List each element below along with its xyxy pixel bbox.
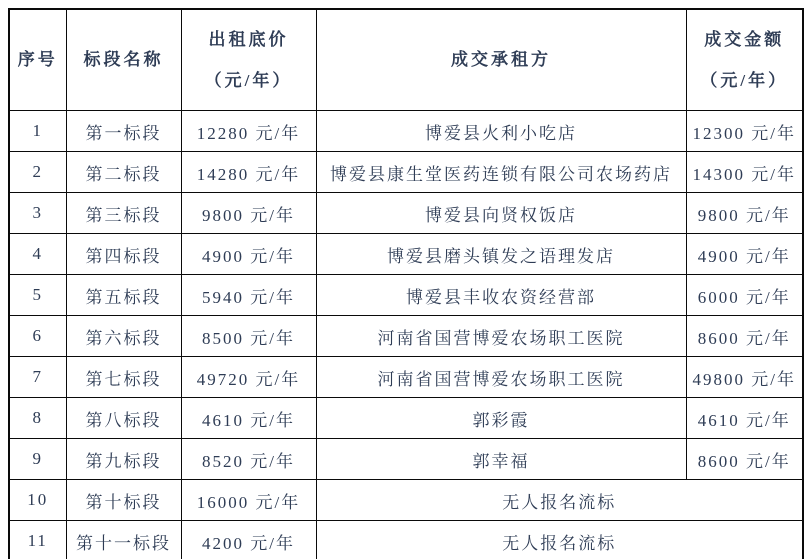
row-base-price-cell: 4610 元/年 bbox=[181, 398, 316, 439]
row-lessee-cell: 博爱县磨头镇发之语理发店 bbox=[316, 234, 686, 275]
col-header-lessee bbox=[316, 9, 686, 111]
header-line-gap bbox=[184, 53, 314, 67]
col-header-amount-unit: （元/年） bbox=[700, 71, 789, 90]
row-section-name-cell: 第十一标段 bbox=[66, 521, 181, 559]
row-base-price-cell: 16000 元/年 bbox=[181, 480, 316, 521]
table-row bbox=[9, 152, 803, 193]
row-base-price-cell: 4200 元/年 bbox=[181, 521, 316, 559]
col-header-section-name bbox=[66, 9, 181, 111]
row-serial-cell: 7 bbox=[9, 357, 66, 398]
row-lessee-cell: 博爱县向贤权饭店 bbox=[316, 193, 686, 234]
row-lessee-cell: 博爱县康生堂医药连锁有限公司农场药店 bbox=[316, 152, 686, 193]
row-amount-cell: 8600 元/年 bbox=[686, 439, 803, 480]
row-lessee-cell: 郭幸福 bbox=[316, 439, 686, 480]
table-row bbox=[9, 275, 803, 316]
col-header-amount-label: 成交金额 bbox=[704, 29, 785, 49]
row-serial-cell: 1 bbox=[9, 111, 66, 152]
row-amount-cell: 12300 元/年 bbox=[686, 111, 803, 152]
row-amount-cell: 8600 元/年 bbox=[686, 316, 803, 357]
table-row bbox=[9, 357, 803, 398]
col-header-section-name-label: 标段名称 bbox=[83, 50, 164, 70]
table-row bbox=[9, 193, 803, 234]
row-amount-cell: 9800 元/年 bbox=[686, 193, 803, 234]
header-row bbox=[9, 9, 803, 111]
row-section-name-cell: 第二标段 bbox=[66, 152, 181, 193]
col-header-serial-label: 序号 bbox=[17, 50, 58, 70]
row-base-price-cell: 8500 元/年 bbox=[181, 316, 316, 357]
row-section-name-cell: 第七标段 bbox=[66, 357, 181, 398]
col-header-base-price bbox=[181, 9, 316, 111]
row-serial-cell: 6 bbox=[9, 316, 66, 357]
col-header-base-price-label: 出租底价 bbox=[208, 29, 289, 49]
row-base-price-cell: 49720 元/年 bbox=[181, 357, 316, 398]
row-base-price-cell: 12280 元/年 bbox=[181, 111, 316, 152]
row-lessee-cell: 郭彩霞 bbox=[316, 398, 686, 439]
row-section-name-cell: 第八标段 bbox=[66, 398, 181, 439]
row-amount-cell: 4610 元/年 bbox=[686, 398, 803, 439]
table-row bbox=[9, 111, 803, 152]
row-base-price-cell: 9800 元/年 bbox=[181, 193, 316, 234]
table-row bbox=[9, 480, 803, 521]
row-amount-cell: 6000 元/年 bbox=[686, 275, 803, 316]
row-base-price-cell: 14280 元/年 bbox=[181, 152, 316, 193]
row-base-price-cell: 5940 元/年 bbox=[181, 275, 316, 316]
col-header-amount bbox=[686, 9, 803, 111]
row-lessee-merged-cell: 无人报名流标 bbox=[316, 480, 803, 521]
row-base-price-cell: 4900 元/年 bbox=[181, 234, 316, 275]
col-header-lessee-label: 成交承租方 bbox=[451, 50, 551, 70]
row-lessee-cell: 博爱县丰收农资经营部 bbox=[316, 275, 686, 316]
table-row bbox=[9, 439, 803, 480]
row-serial-cell: 10 bbox=[9, 480, 66, 521]
row-serial-cell: 5 bbox=[9, 275, 66, 316]
table-row bbox=[9, 398, 803, 439]
col-header-base-price-unit: （元/年） bbox=[204, 71, 293, 90]
row-section-name-cell: 第三标段 bbox=[66, 193, 181, 234]
row-section-name-cell: 第一标段 bbox=[66, 111, 181, 152]
row-amount-cell: 14300 元/年 bbox=[686, 152, 803, 193]
header-line-gap bbox=[689, 53, 801, 67]
table-row bbox=[9, 521, 803, 559]
row-amount-cell: 49800 元/年 bbox=[686, 357, 803, 398]
row-lessee-cell: 河南省国营博爱农场职工医院 bbox=[316, 316, 686, 357]
row-section-name-cell: 第六标段 bbox=[66, 316, 181, 357]
row-base-price-cell: 8520 元/年 bbox=[181, 439, 316, 480]
row-lessee-merged-cell: 无人报名流标 bbox=[316, 521, 803, 559]
row-serial-cell: 4 bbox=[9, 234, 66, 275]
table-body bbox=[9, 111, 803, 559]
row-section-name-cell: 第十标段 bbox=[66, 480, 181, 521]
table-row bbox=[9, 316, 803, 357]
row-section-name-cell: 第五标段 bbox=[66, 275, 181, 316]
row-lessee-cell: 河南省国营博爱农场职工医院 bbox=[316, 357, 686, 398]
row-section-name-cell: 第九标段 bbox=[66, 439, 181, 480]
row-serial-cell: 11 bbox=[9, 521, 66, 559]
row-lessee-cell: 博爱县火利小吃店 bbox=[316, 111, 686, 152]
bid-results-table bbox=[8, 8, 804, 559]
row-serial-cell: 8 bbox=[9, 398, 66, 439]
row-serial-cell: 3 bbox=[9, 193, 66, 234]
col-header-serial bbox=[9, 9, 66, 111]
row-serial-cell: 9 bbox=[9, 439, 66, 480]
table-row bbox=[9, 234, 803, 275]
row-amount-cell: 4900 元/年 bbox=[686, 234, 803, 275]
row-section-name-cell: 第四标段 bbox=[66, 234, 181, 275]
row-serial-cell: 2 bbox=[9, 152, 66, 193]
